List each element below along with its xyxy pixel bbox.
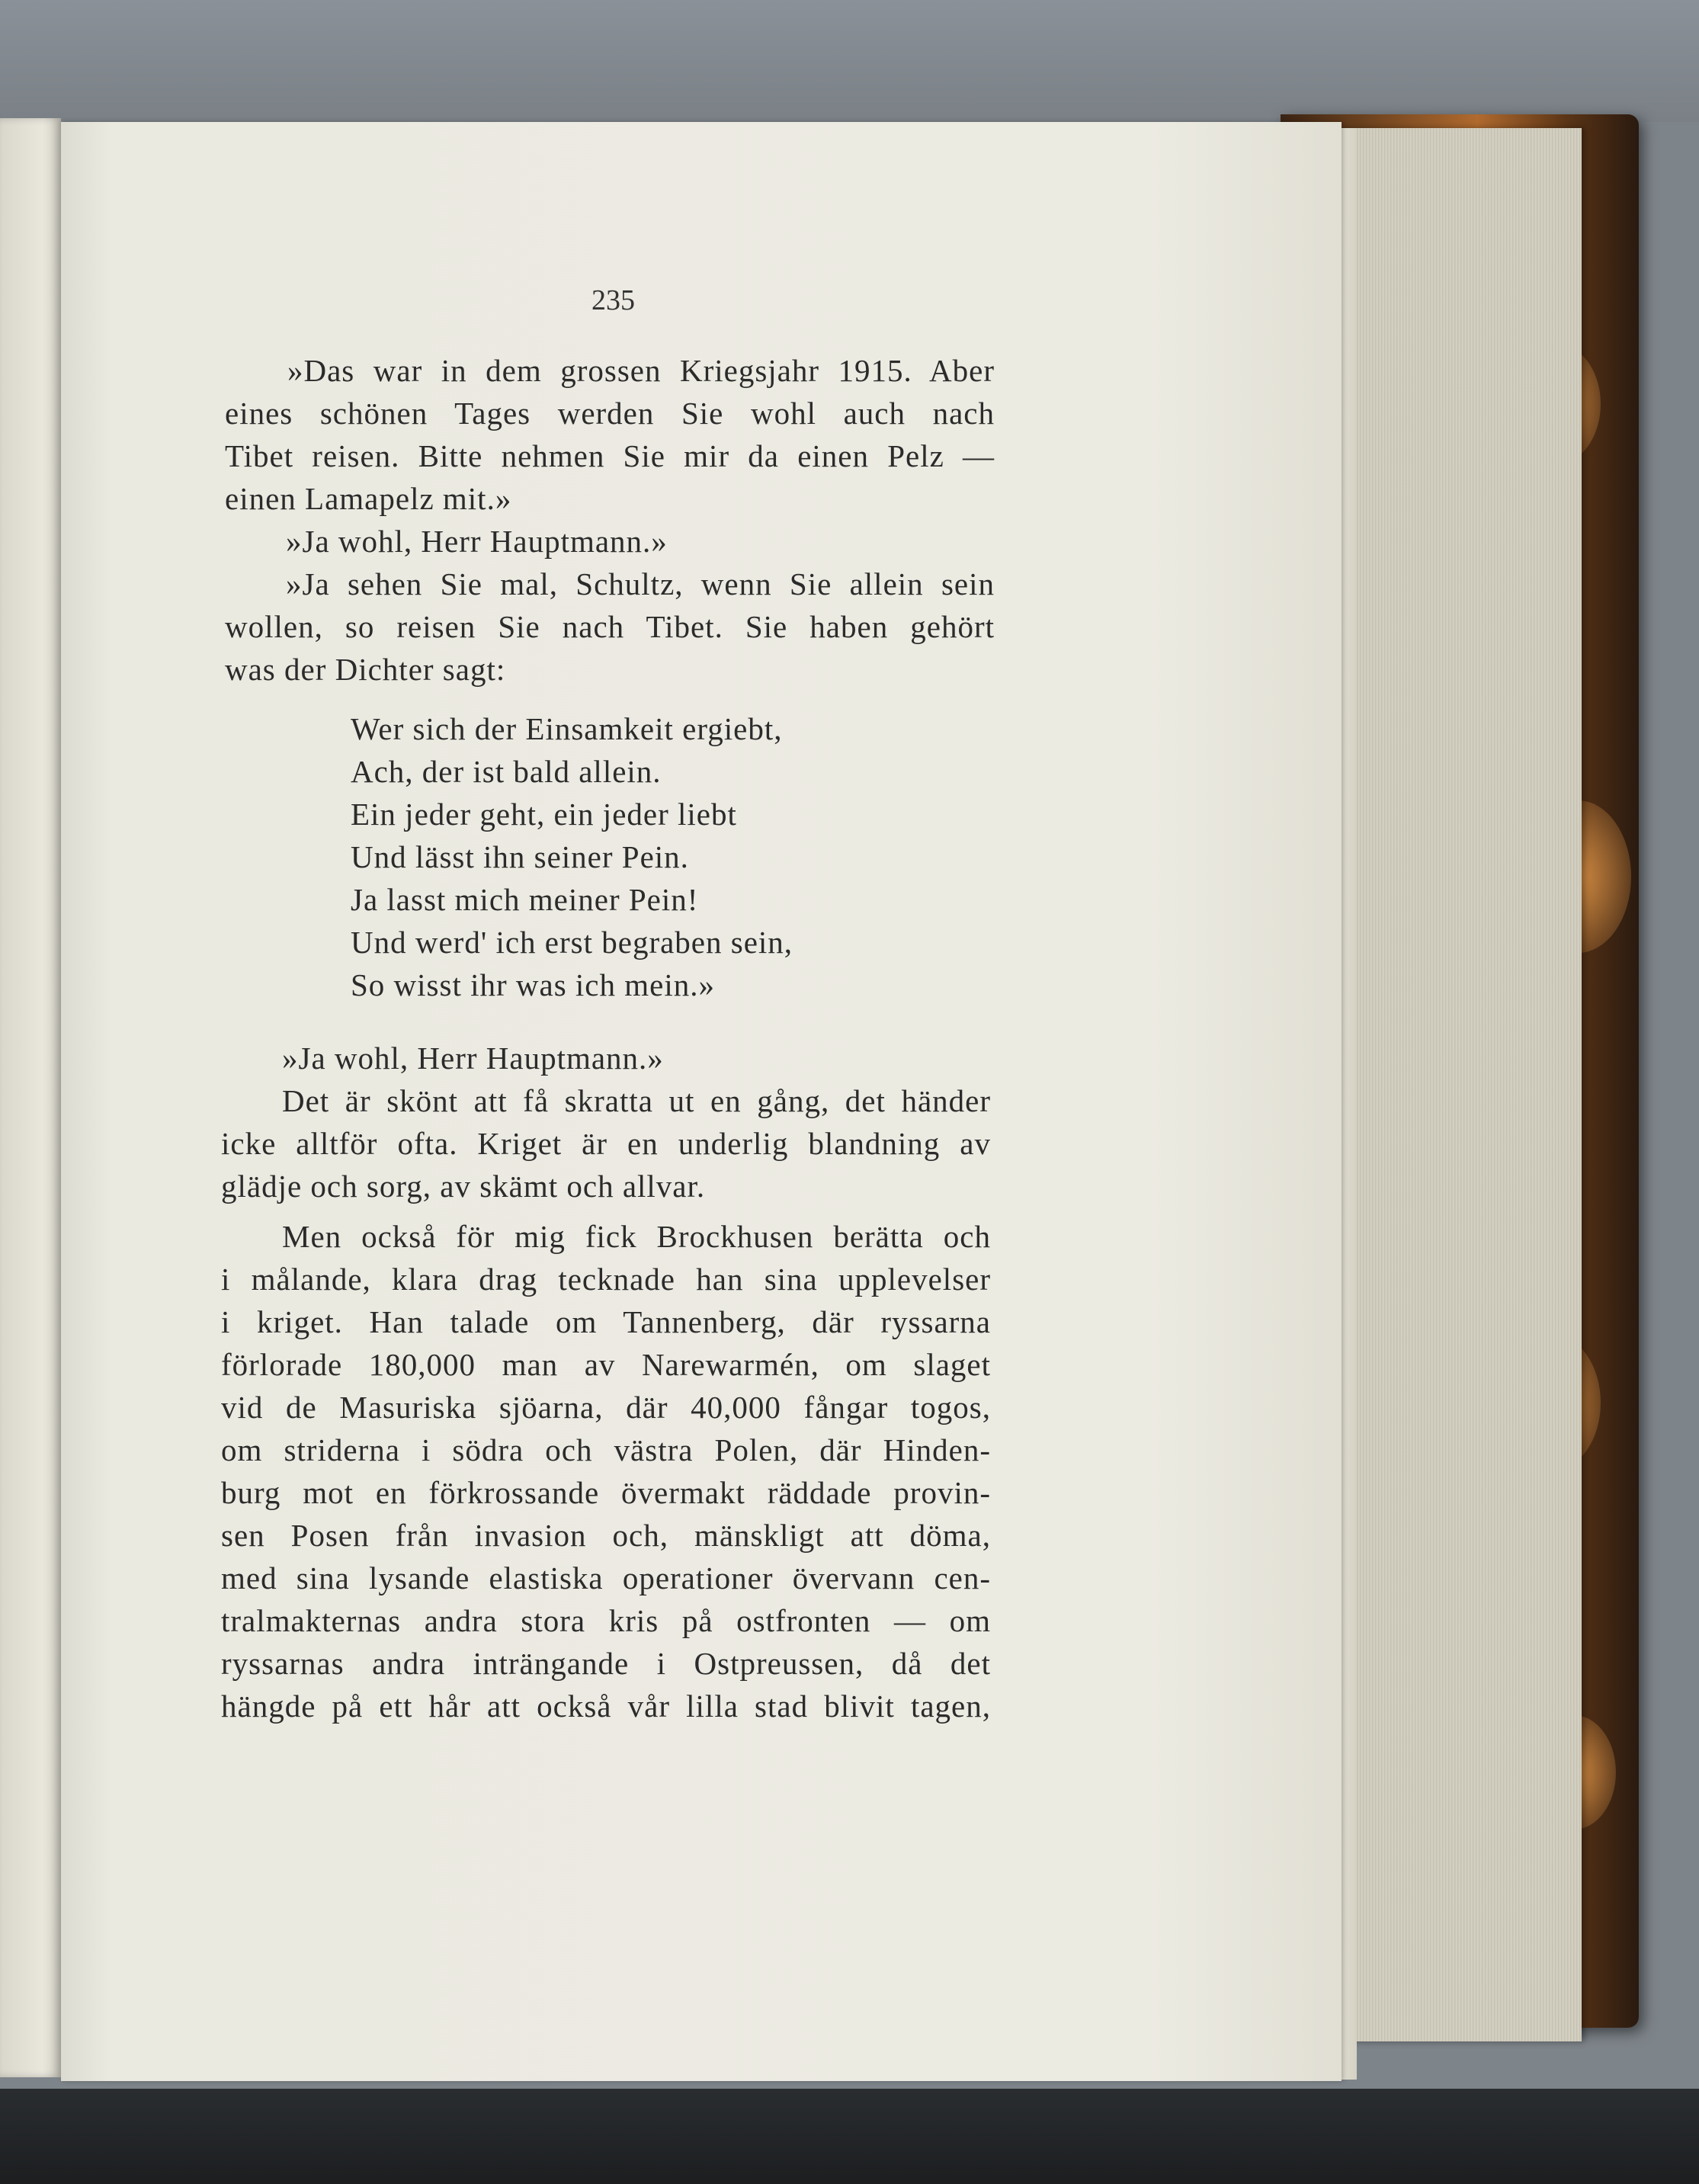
text-line: wollen, so reisen Sie nach Tibet. Sie haben gehört — [225, 609, 995, 644]
background-top — [0, 0, 1699, 122]
text-line: med sina lysande elastiska operationer övervann cen- — [221, 1560, 991, 1596]
poem-line: Und lässt ihn seiner Pein. — [351, 839, 689, 874]
text-line: tralmakternas andra stora kris på ostfronten — om — [221, 1603, 991, 1638]
text-line: Men också för mig fick Brockhusen berätta och — [282, 1219, 991, 1254]
poem — [351, 710, 884, 1015]
poem-line: Ach, der ist bald allein. — [351, 754, 662, 789]
prose-top — [225, 352, 995, 703]
text-line: hängde på ett hår att också vår lilla stad blivit tagen, — [221, 1689, 991, 1724]
text-line: Det är skönt att få skratta ut en gång, det händer — [282, 1083, 991, 1118]
text-line: glädje och sorg, av skämt och allvar. — [221, 1169, 706, 1204]
text-line: burg mot en förkrossande övermakt räddade provin- — [221, 1475, 991, 1510]
background-bottom — [0, 2089, 1699, 2184]
poem-line: Wer sich der Einsamkeit ergiebt, — [351, 711, 783, 746]
text-line: ryssarnas andra inträngande i Ostpreussen, då det — [221, 1646, 991, 1681]
poem-line: Ja lasst mich meiner Pein! — [351, 882, 699, 917]
page-number: 235 — [591, 284, 635, 316]
text-line: icke alltför ofta. Kriget är en underlig blandning av — [221, 1126, 991, 1161]
text-line: »Das war in dem grossen Kriegsjahr 1915. Aber — [287, 353, 995, 388]
text-line: i målande, klara drag tecknade han sina upplevelser — [221, 1262, 991, 1297]
page-edges — [1330, 128, 1582, 2041]
text-line: Tibet reisen. Bitte nehmen Sie mir da einen Pelz — — [225, 438, 995, 473]
text-line: einen Lamapelz mit.» — [225, 481, 512, 516]
poem-line: Und werd' ich erst begraben sein, — [351, 925, 793, 960]
text-line: »Ja wohl, Herr Hauptmann.» — [282, 1041, 664, 1076]
text-line: »Ja wohl, Herr Hauptmann.» — [286, 524, 668, 559]
prose-bottom — [221, 1040, 991, 1741]
text-line: eines schönen Tages werden Sie wohl auch nach — [225, 396, 995, 431]
left-page-edge — [0, 118, 61, 2077]
text-line: i kriget. Han talade om Tannenberg, där ryssarna — [221, 1304, 991, 1339]
text-line: »Ja sehen Sie mal, Schultz, wenn Sie allein sein — [286, 566, 995, 601]
text-line: was der Dichter sagt: — [225, 652, 506, 687]
text-line: vid de Masuriska sjöarna, där 40,000 fångar togos, — [221, 1390, 991, 1425]
text-line: om striderna i södra och västra Polen, där Hinden- — [221, 1432, 991, 1467]
poem-line: Ein jeder geht, ein jeder liebt — [351, 797, 737, 832]
text-line: sen Posen från invasion och, mänskligt att döma, — [221, 1518, 991, 1553]
poem-line: So wisst ihr was ich mein.» — [351, 967, 715, 1002]
text-line: förlorade 180,000 man av Narewarmén, om slaget — [221, 1347, 991, 1382]
